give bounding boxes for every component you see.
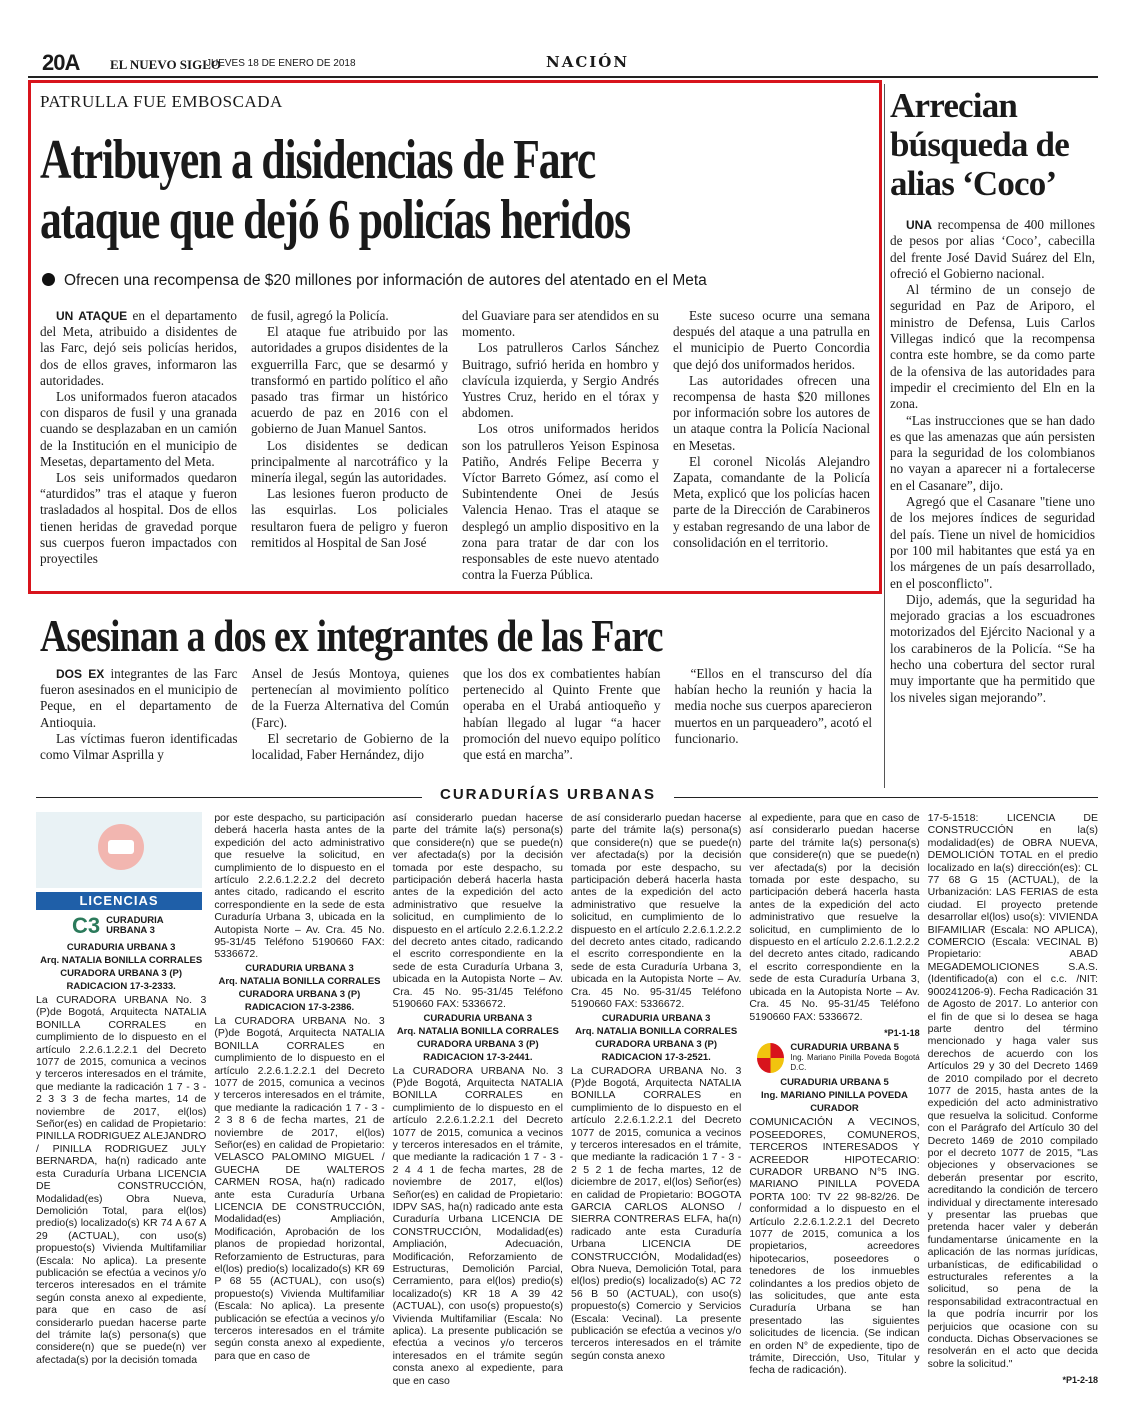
paragraph: Los uniformados fueron atacados con disparos de fusil y una granada cuando se desplazaban en un camión de la Institución en el municipio de Mesetas, departamento del Meta. [40,389,237,469]
notice-text: La CURADORA URBANA No. 3 (P)de Bogotá, Arquitecta NATALIA BONILLA CORRALES en cumplimiento de lo dispuesto en el artículo 2.2.6.1.2.2.1 del Decreto 1077 de 2015, comunica a vecinos y terceros interesados en el trámite, que mediante la radicación 1 7 - 3 - 2 4 4 1 de fecha martes, 28 de noviembre de 2017, el(los) Señor(es) en calidad de Propietario: IDPV SAS, ha(n) radicado ante esta Curaduría Urbana LICENCIA DE CONSTRUCCIÓN, Modalidad(es) Ampliación, Adecuación, Modificación, Reforzamiento de Estructuras, Demolición Parcial, Cerramiento, para el(los) predio(s) localizado(s) KR 18 A 39 42 (ACTUAL), con uso(s) propuesto(s) Vivienda Multifamiliar (Escala: No aplica). La presente publicación se efectúa a vecinos y/o terceros interesados en el trámite según consta anexo al expediente, para que en caso [392,1064,563,1387]
notice-text: La CURADORA URBANA No. 3 (P)de Bogotá, Arquitecta NATALIA BONILLA CORRALES en cumplimiento de lo dispuesto en el artículo 2.2.6.1.2.2.1 del Decreto 1077 de 2015, comunica a vecinos y terceros interesados en el trámite, que mediante la radicación 1 7 - 3 - 2 3 3 3 de fecha martes, 14 de noviembre de 2017, el(los) Señor(es) en calidad de Propietario: PINILLA RODRIGUEZ ALEJANDRO / PINILLA RODRIGUEZ JULY BERNARDA, ha(n) radicado ante esta Curaduría Urbana LICENCIA DE CONSTRUCCIÓN, Modalidad(es) Obra Nueva, Demolición Total, para el(los) predio(s) localizado(s) KR 74 A 67 A 29 (ACTUAL), con uso(s) propuesto(s) Vivienda Multifamiliar (Escala: No aplica). La presente publicación se efectúa a vecinos y/o terceros interesados en el trámite según consta anexo al expediente, para que en caso de así considerarlo puedan hacerse parte del trámite la(s) persona(s) que considere(n) que se puede(n) ver afectada(s) por la decisión tomada [36,994,207,1366]
licencias-logo [36,812,202,888]
sidebar-headline: Arrecian búsqueda de alias ‘Coco’ [890,86,1069,203]
notice-head: Arq. NATALIA BONILLA CORRALES [218,975,381,987]
newspaper-name: EL NUEVO SIGLO [110,57,221,72]
paragraph: Ansel de Jesús Montoya, quienes pertenecían al movimiento político de la Fuerza Alternativa del Común (Farc). [251,666,449,730]
notice-head: CURADURIA URBANA 5 [780,1077,889,1089]
second-story-body [40,666,872,786]
main-headline [40,130,875,250]
paragraph: Este suceso ocurre una semana después del ataque a una patrulla en el municipio de Puerto Concordia que dejó dos uniformados heridos. [673,308,870,372]
c3-logo-icon: C3 [72,912,101,938]
paragraph: Los seis uniformados quedaron “aturdidos” tras el ataque y fueron trasladados al hospital. Dos de ellos tienen heridas de gravedad porque sus cuerpos fueron impactados con proyectiles [40,470,237,567]
page-header [28,48,1098,78]
notice-col-1 [36,812,206,1372]
truck-icon [108,840,134,854]
main-col-3 [462,308,659,584]
notice-head: CURADORA URBANA 3 (P) [60,968,183,979]
paragraph: El coronel Nicolás Alejandro Zapata, comandante de la Policía Meta, explicó que los policías hacen parte de la Dirección de Carabineros y estaban regresando de una labor de consolidación en el territorio. [673,453,870,550]
paragraph: recompensa de 400 millones de pesos por alias ‘Coco’, cabecilla del frente José David Suárez del Eln, ofreció el Gobierno nacional. [890,217,1095,281]
notice-text: La CURADORA URBANA No. 3 (P)de Bogotá, Arquitecta NATALIA BONILLA CORRALES en cumplimiento de lo dispuesto en el artículo 2.2.6.1.2.2.1 del Decreto 1077 de 2015, comunica a vecinos y terceros interesados en el trámite, que mediante la radicación 1 7 - 3 - 2 3 8 6 de fecha martes, 21 de noviembre de 2017, el(los) Señor(es) en calidad de Propietario: VELASCO PALOMINO MIGUEL / GUECHA DE WALTEROS CARMEN ROSA, ha(n) radicado ante esta Curaduría Urbana LICENCIA DE CONSTRUCCIÓN, Modalidad(es) Ampliación, Modificación, Aprobación de los planos de propiedad horizontal, Reforzamiento de Estructuras, para el(los) predio(s) localizado(s) KR 69 P 68 55 (ACTUAL), con uso(s) propuesto(s) Vivienda Multifamiliar (Escala: No aplica). La presente publicación se efectúa a vecinos y/o terceros interesados en el trámite según consta anexo al expediente, para que en caso de [214,1014,385,1362]
main-subhead-text: Ofrecen una recompensa de $20 millones por información de autores del atentado en el Meta [64,272,707,289]
main-headline-line1: Atribuyen a disidencias de Farc [40,129,596,191]
second-col-2 [252,666,450,786]
notice-head: CURADURIA URBANA 3 [601,1012,711,1024]
main-col-4 [673,308,870,584]
notice-head: RADICACION 17-3-2521. [601,1051,711,1063]
notice-head: CURADURIA URBANA 3 [245,962,354,974]
second-headline: Asesinan a dos ex integrantes de las Farc [40,610,663,661]
paragraph: Las autoridades ofrecen una recompensa de hasta $20 millones por información sobre los autores de un ataque contra la Policía Nacional en Mesetas. [673,372,870,453]
main-headline-line2: ataque que dejó 6 policías heridos [40,189,630,251]
notice-col-5 [749,812,920,1377]
bullet-icon [42,273,55,286]
paragraph: Dijo, además, que la seguridad ha mejorado gracias a los escuadrones motorizados del Ejército Nacional y a los carabineros de la Policía. “Se ha hecho una cobertura del sector rural muy importante que ha permitido que los niveles sigan mejorando”. [890,591,1095,705]
main-kicker: PATRULLA FUE EMBOSCADA [40,92,283,111]
notice-head: CURADOR [810,1103,859,1115]
second-lead-word: DOS EX [56,667,105,681]
notice-head: Ing. MARIANO PINILLA POVEDA [761,1090,908,1102]
paragraph: “Las instrucciones que se han dado es que las amenazas que aún persisten para la seguridad de los colombianos no vayan a aparecer ni a fortalecerse en el Casanare”, dijo. [890,412,1095,493]
notice-head: Arq. NATALIA BONILLA CORRALES [396,1025,559,1037]
paragraph: El ataque fue atribuido por las autoridades a grupos disidentes de la exguerrilla Farc, que se desarmó y transformó en partido político el año pasado tras firmar un histórico acuerdo de paz en 2016 con el gobierno de Juan Manuel Santos. [251,324,448,437]
c5-logo-sub: Ing. Mariano Pinilla Poveda Bogotá D.C. [790,1053,920,1073]
paragraph: en el departamento del Meta, atribuido a disidentes de las Farc, dejó seis policías heridos, dos de ellos graves, informaron las autoridades. [40,308,238,388]
notice-head: RADICACION 17-3-2441. [423,1051,533,1063]
paragraph: de fusil, agregó la Policía. [251,308,389,323]
main-col-1 [40,308,237,584]
c3-logo-text: CURADURIA URBANA 3 [106,915,164,936]
notice-head: CURADURIA URBANA 3 [423,1012,533,1024]
second-col-1 [40,666,238,786]
paragraph: Los patrulleros Carlos Sánchez Buitrago, sufrió herida en hombro y clavícula izquierda, y Sergio Andrés Yustres Cruz, herido en el tórax y abdomen. [462,340,659,421]
notice-text: al expediente, para que en caso de así considerarlo puedan hacerse parte del trámite la(s) persona(s) que considere(n) que se puede(n) ver afectada(s) por la decisión tomada por este despacho, su participación deberá hacerla hasta antes de la expedición del acto administrativo que resuelve la solicitud, en cumplimiento de lo dispuesto en el artículo 2.2.6.1.2.2.2 del decreto antes citado, radicando el escrito correspondiente en la sede de esta Curaduría Urbana 3, ubicada en la Autopista Norte – Av. Cra. 45 No. 95-31/45 Teléfono 5190660 FAX: 5336672. [749,812,920,1023]
licencias-banner: LICENCIAS [36,892,202,910]
curaduria-3-logo [72,912,206,938]
notice-col-3 [392,812,563,1387]
legal-notices [36,812,1098,1387]
curadurias-title: CURADURÍAS URBANAS [422,786,674,803]
notice-head: RADICACION 17-3-2386. [244,1001,355,1013]
main-subhead [42,272,707,290]
paragraph: del Guaviare para ser atendidos en su momento. [462,308,660,340]
paragraph: Los disidentes se dedican principalmente al narcotráfico y la minería ilegal, según las autoridades. [251,437,448,486]
section-name: NACIÓN [546,53,630,71]
paragraph: Los otros uniformados heridos son los patrulleros Yeison Espinosa Patiño, Andrés Felipe Becerra y Víctor Barreto Gómez, así como el Subintendente Onei de Jesús Valencia Henao. Tras el ataque se desplegó un amplio dispositivo en la zona para tratar de dar con los responsables de este nuevo atentado contra la Fuerza Pública. [462,421,659,583]
curaduria-5-logo [757,1043,919,1073]
notice-text: por este despacho, su participación deberá hacerla hasta antes de la expedición del acto administrativo que resuelve la solicitud, en cumplimiento de lo dispuesto en el artículo 2.2.6.1.2.2.2 del decreto antes citado, radicando el escrito correspondiente en la sede de esta Curaduría Urbana 3, ubicada en la Autopista Norte – Av. Cra. 45 No. 95-31/45 Teléfono 5190660 FAX: 5336672. [214,812,385,961]
paragraph: que los dos ex combatientes habían pertenecido al Quinto Frente que operaba en el Urabá antioqueño y habían llegado al lugar “a hacer promoción del nuevo equipo político que está en marcha”. [463,666,661,763]
paragraph: Las lesiones fueron producto de las esquirlas. Los policiales resultaron fuera de peligro y fueron remitidos al Hospital de San José [251,486,448,550]
paragraph: “Ellos en el transcurso del día habían hecho la reunión y hacia la media noche sus cuerpos aparecieron muertos en un parqueadero”, acotó el funcionario. [674,666,872,746]
sidebar-lead-word: UNA [906,218,932,232]
main-col-2 [251,308,448,584]
sidebar-story [890,86,1095,786]
notice-col-6 [927,812,1098,1386]
notice-head: Arq. NATALIA BONILLA CORRALES [40,955,203,966]
notice-head: Arq. NATALIA BONILLA CORRALES [575,1025,738,1037]
main-story-body [40,308,870,584]
paragraph: Agregó que el Casanare "tiene uno de los mejores índices de seguridad del país. Tiene un nivel de homicidios por 100 mil habitantes que está ya en los márgenes de un país desarrollado, en el posconflicto". [890,494,1095,591]
notice-head: RADICACION 17-3-2333. [66,981,176,992]
c5-logo-text: CURADURIA URBANA 5 [790,1042,899,1054]
second-col-3 [463,666,661,786]
paragraph: integrantes de las Farc fueron asesinados en el municipio de Peque, en el departamento de Antioquia. [40,666,238,730]
page-number: 20A [42,50,80,75]
seal-icon [757,1043,784,1073]
notice-col-4 [571,812,741,1372]
paragraph: Al término de un consejo de seguridad en Paz de Ariporo, el ministro de Defensa, Luis Carlos Villegas indicó que la recompensa contra este hombre, se da como parte de la ofensiva de las autoridades para impedir el crecimiento del Eln en la zona. [890,282,1095,412]
column-divider [884,84,885,788]
notice-head: CURADORA URBANA 3 (P) [595,1038,718,1050]
second-col-4 [675,666,873,786]
paragraph: Las víctimas fueron identificadas como Vilmar Asprilla y [40,730,238,763]
notice-text: 17-5-1518: LICENCIA DE CONSTRUCCIÓN en la(s) modalidad(es) de OBRA NUEVA, DEMOLICIÓN TOTAL en el predio localizado en la(s) dirección(es): CL 77 68 G 15 (ACTUAL), de la Urbanización: LAS FERIAS de esta ciudad. El proyecto pretende desarrollar el(los) uso(s): VIVIENDA BIFAMILIAR (Escala: NO APLICA), COMERCIO (Escala: VECINAL B) Propietario: ABAD MEGADEMOLICIONES S.A.S. (Identificado(a) con el c.c. /NIT: 900241206-9). Fecha Radicación 31 de Agosto de 2017. Lo anterior con el fin de que si lo desea se haga parte dentro del término mencionado y haga valer sus derechos de acuerdo con los Artículos 29 y 30 del Decreto 1469 de 2010 compilado por el decreto 1077 de 2015, hasta antes de la expedición del acto administrativo que resuelva la solicitud. Conforme con el Parágrafo del Artículo 30 del Decreto 1469 de 2010 compilado por el decreto 1077 de 2015, "Las objeciones y observaciones se deberán presentar por escrito, acreditando la condición de tercero individual y directamente interesado y presentar las pruebas que pretenda hacer valer y deberán fundamentarse únicamente en la aplicación de las normas jurídicas, urbanísticas, de edificabilidad o estructurales referentes a la solicitud, so pena de la responsabilidad extracontractual en la que podría incurrir por los perjuicios que ocasione con su conducta. Dichas Observaciones se resolverán en el acto que decida sobre la solicitud." [927,812,1098,1370]
notice-text: así considerarlo puedan hacerse parte del trámite la(s) persona(s) que considere(n) que se puede(n) ver afectada(s) por la decisión tomada por este despacho, su participación deberá hacerla hasta antes de la expedición del acto administrativo que resuelve la solicitud, en cumplimiento de lo dispuesto en el artículo 2.2.6.1.2.2.2 del decreto antes citado, radicando el escrito correspondiente en la sede de esta Curaduría Urbana 3, ubicada en la Autopista Norte – Av. Cra. 45 No. 95-31/45 Teléfono 5190660 FAX: 5336672. [392,812,563,1011]
notice-text: La CURADORA URBANA No. 3 (P)de Bogotá, Arquitecta NATALIA BONILLA CORRALES en cumplimiento de lo dispuesto en el artículo 2.2.6.1.2.2.1 del Decreto 1077 de 2015, comunica a vecinos y terceros interesados en el trámite, que mediante la radicación 1 7 - 3 - 2 5 2 1 de fecha martes, 12 de diciembre de 2017, el(los) Señor(es) en calidad de Propietario: BOGOTA GARCIA CARLOS ALONSO / SIERRA CONTRERAS ELFA, ha(n) radicado ante esta Curaduría Urbana LICENCIA DE CONSTRUCCIÓN, Modalidad(es) Obra Nueva, Demolición Total, para el(los) predio(s) localizado(s) AC 72 56 B 50 (ACTUAL), con uso(s) propuesto(s) Comercio y Servicios (Escala: Vecinal). La presente publicación se efectúa a vecinos y/o terceros interesados en el trámite según consta anexo [570,1064,742,1362]
notice-ref: *P1-2-18 [1062,1375,1098,1386]
notice-text: de así considerarlo puedan hacerse parte del trámite la(s) persona(s) que considere(n) que se puede(n) ver afectada(s) por la decisión tomada por este despacho, su participación deberá hacerla hasta antes de la expedición del acto administrativo que resuelve la solicitud, en cumplimiento de lo dispuesto en el artículo 2.2.6.1.2.2.2 del decreto antes citado, radicando el escrito correspondiente en la sede de esta Curaduría Urbana 3, ubicada en la Autopista Norte – Av. Cra. 45 No. 95-31/45 Teléfono 5190660 FAX: 5336672. [570,812,742,1011]
sidebar-body [890,217,1095,706]
notice-head: CURADORA URBANA 3 (P) [238,988,361,1000]
notice-ref: *P1-1-18 [884,1027,920,1038]
notice-text: COMUNICACIÓN A VECINOS, POSEEDORES, COMUNEROS, TERCEROS INTERESADOS Y ACREEDOR HIPOTECARIO: CURADOR URBANO N°5 ING. MARIANO PINILLA POVEDA PORTA 100: TV 22 98-82/26. De conformidad a lo dispuesto en el Artículo 2.2.6.1.2.2.1 del Decreto 1077 de 2015, comunica a los propietarios, acreedores hipotecarios, poseedores o tenedores de los inmuebles colindantes a los predios objeto de las solicitudes, que ante esta Curaduría Urbana se han presentado las siguientes solicitudes de licencia. (Se indican en orden N° de expediente, tipo de trámite, Dirección, Uso, Titular y fecha de radicación). [749,1116,920,1377]
notice-head: CURADORA URBANA 3 (P) [416,1038,539,1050]
notice-head: CURADURIA URBANA 3 [66,942,176,953]
main-lead-word: UN ATAQUE [56,309,128,323]
paragraph: El secretario de Gobierno de la localidad, Faber Hernández, dijo [251,730,449,763]
notice-col-2 [214,812,384,1372]
issue-date: JUEVES 18 DE ENERO DE 2018 [206,58,356,69]
